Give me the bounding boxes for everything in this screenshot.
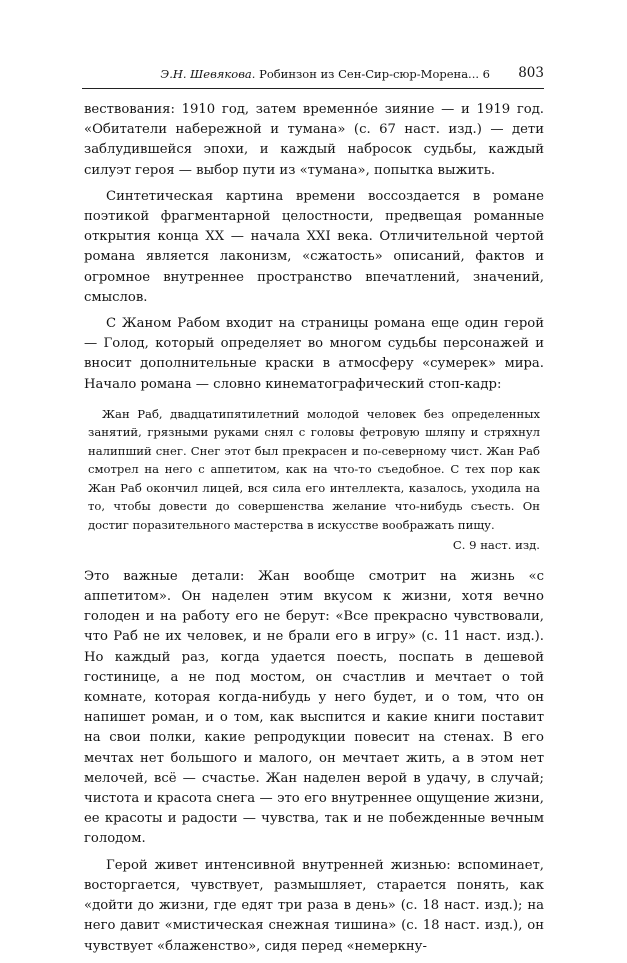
paragraph-continuation: вествования: 1910 год, затем временно́е зияние — и 1919 год. «Обитатели набережной и тумана» (с. 67 наст. изд.) — дети заблудившейся эпохи, и каждый набросок судьбы, каждый силуэт героя — выбор пути из «тумана», попытка выжить.: [84, 102, 544, 178]
quote-text: Жан Раб, двадцатипятилетний молодой человек без определенных занятий, грязными руками снял с головы фетровую шляпу и стряхнул налипший снег. Снег этот был прекрасен и по-северному чист. Жан Раб смотрел на него с аппетитом, как на что-то съедобное. С тех пор как Жан Раб окончил лицей, вся сила его интеллекта, казалось, уходила на то, чтобы довести до совершенства желание что-нибудь съесть. Он достиг поразительного мастерства в искусстве воображать пищу.: [88, 406, 540, 532]
block-quote: [84, 405, 544, 555]
header-book-title: Робинзон из Сен-Сир-сюр-Морена... 6: [259, 67, 490, 81]
quote-source: С. 9 наст. изд.: [452, 538, 540, 553]
paragraph-important-details: Это важные детали: Жан вообще смотрит на жизнь «с аппетитом». Он наделен этим вкусом к жизни, хотя вечно голоден и на работу его не берут: «Все прекрасно чувствовали, что Раб не их человек, и не брали его в игру» (с. 11 наст. изд.). Но каждый раз, когда удается поесть, поспать в дешевой гостинице, а не под мостом, он счастлив и мечтает о той комнате, которая когда-нибудь у него будет, и о том, что он напишет роман, и о том, как выспится и какие книги поставит на свои полки, какие репродукции повесит на стенах. В его мечтах нет большого и малого, он мечтает жить, а в этом нет мелочей, всё — счастье. Жан наделен верой в удачу, в случай; чистота и красота снега — это его внутреннее ощущение жизни, ее красоты и радости — чувства, так и не побежденные вечным голодом.: [84, 568, 544, 847]
page-body: [84, 100, 544, 963]
paragraph-jean-rab-intro: С Жаном Рабом входит на страницы романа еще один герой — Голод, который определяет во многом судьбы персонажей и вносит дополнительные краски в атмосферу «сумерек» мира. Начало романа — словно кинематографический стоп-кадр:: [84, 316, 544, 392]
running-header: [82, 63, 544, 85]
header-author: Э.Н. Шевякова.: [160, 67, 256, 81]
paragraph-inner-life: Герой живет интенсивной внутренней жизнью: вспоминает, восторгается, чувствует, размышляет, старается понять, как «дойти до жизни, где едят три раза в день» (с. 18 наст. изд.); на него давит «мистическая снежная тишина» (с. 18 наст. изд.), он чувствует «блаженство», сидя перед «немеркну-: [84, 857, 544, 954]
header-rule: [82, 88, 544, 89]
page-number: 803: [518, 65, 544, 81]
paragraph-synthetic-picture: Синтетическая картина времени воссоздается в романе поэтикой фрагментарной целостности, предвещая романные открытия конца XX — начала XXI века. Отличительной чертой романа является лаконизм, «сжатость» описаний, фактов и огромное внутреннее пространство впечатлений, значений, смыслов.: [84, 188, 544, 305]
header-title: [160, 67, 490, 81]
